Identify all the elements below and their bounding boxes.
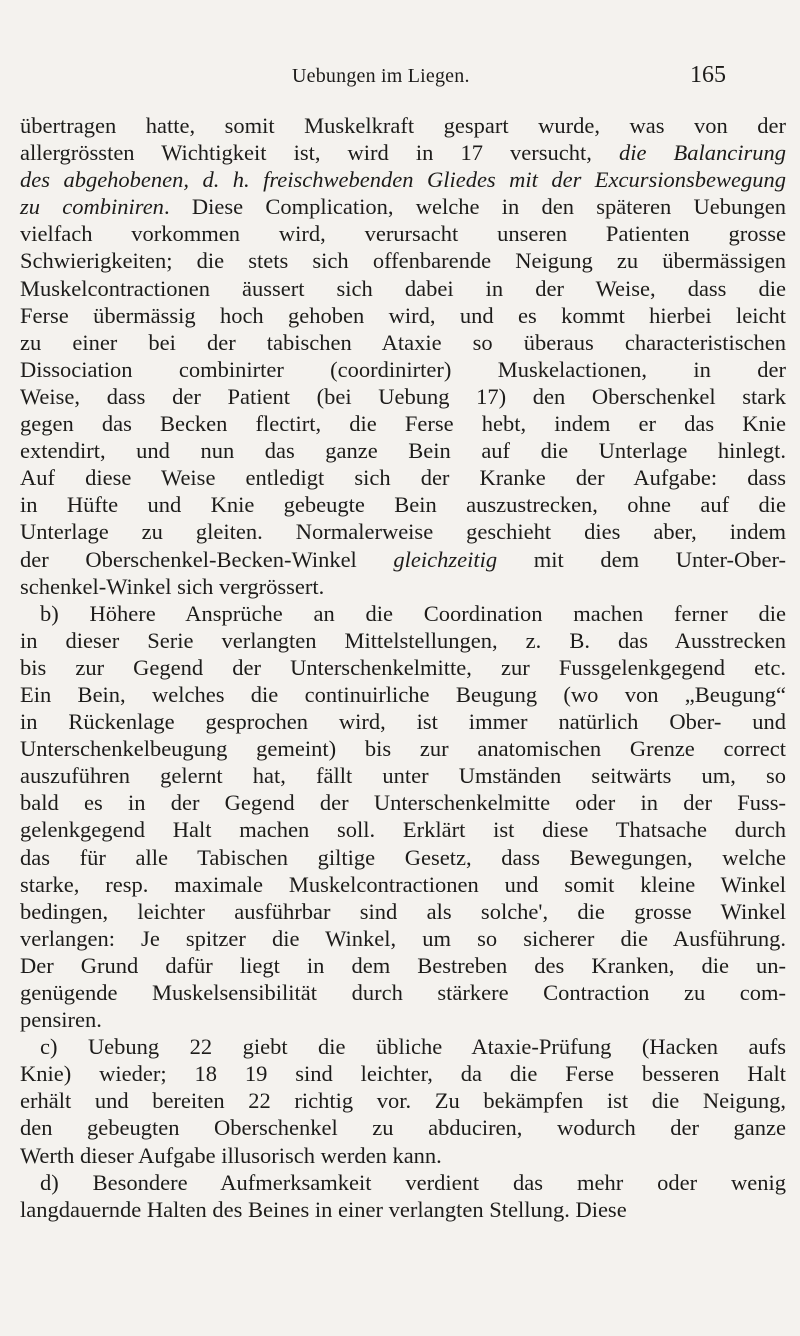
text-line: b) Höhere Ansprüche an die Coordination machen ferner die	[40, 600, 786, 626]
text-line: Weise, dass der Patient (bei Uebung 17) den Oberschenkel stark	[20, 383, 786, 409]
text-line: Unterschenkelbeugung gemeint) bis zur anatomischen Grenze correct	[20, 736, 786, 762]
text-line: bald es in der Gegend der Unterschenkelmitte oder in der Fuss-	[20, 790, 786, 816]
text-line: Muskelcontractionen äussert sich dabei in der Weise, dass die	[20, 275, 786, 301]
text-line: c) Uebung 22 giebt die übliche Ataxie-Prüfung (Hacken aufs	[40, 1034, 786, 1060]
text-line: verlangen: Je spitzer die Winkel, um so sicherer die Ausführung.	[20, 925, 786, 951]
text-line: bis zur Gegend der Unterschenkelmitte, zur Fussgelenkgegend etc.	[20, 654, 786, 680]
text-line: Der Grund dafür liegt in dem Bestreben des Kranken, die un-	[20, 952, 786, 978]
text-line: in Hüfte und Knie gebeugte Bein auszustrecken, ohne auf die	[20, 492, 786, 518]
text-line: d) Besondere Aufmerksamkeit verdient das mehr oder wenig	[40, 1169, 786, 1195]
text-line: Auf diese Weise entledigt sich der Kranke der Aufgabe: dass	[20, 465, 786, 491]
text-line: der Oberschenkel-Becken-Winkel gleichzeitig mit dem Unter-Ober-	[20, 546, 786, 572]
text-line: starke, resp. maximale Muskelcontractionen und somit kleine Winkel	[20, 871, 786, 897]
text-line: langdauernde Halten des Beines in einer verlangten Stellung. Diese	[20, 1196, 627, 1222]
text-line: gegen das Becken flectirt, die Ferse hebt, indem er das Knie	[20, 411, 786, 437]
text-line: den gebeugten Oberschenkel zu abduciren, wodurch der ganze	[20, 1115, 786, 1141]
text-line: bedingen, leichter ausführbar sind als solche', die grosse Winkel	[20, 898, 786, 924]
text-line: Dissociation combinirter (coordinirter) Muskelactionen, in der	[20, 356, 786, 382]
page-number: 165	[690, 62, 726, 88]
body-text	[20, 112, 786, 1223]
text-line: Knie) wieder; 18 19 sind leichter, da die Ferse besseren Halt	[20, 1061, 786, 1087]
text-line: genügende Muskelsensibilität durch stärkere Contraction zu com-	[20, 980, 786, 1005]
text-line: übertragen hatte, somit Muskelkraft gespart wurde, was von der	[20, 113, 786, 138]
running-title: Uebungen im Liegen.	[292, 65, 470, 87]
text-line: zu combiniren. Diese Complication, welche in den späteren Uebungen	[20, 194, 786, 220]
page-header	[0, 58, 800, 98]
text-line: vielfach vorkommen wird, verursacht unseren Patienten grosse	[20, 221, 786, 247]
text-line: erhält und bereiten 22 richtig vor. Zu bekämpfen ist die Neigung,	[20, 1088, 786, 1114]
text-line: Schwierigkeiten; die stets sich offenbarende Neigung zu übermässigen	[20, 248, 786, 274]
text-line: in dieser Serie verlangten Mittelstellungen, z. B. das Ausstrecken	[20, 627, 786, 653]
text-line: Ferse übermässig hoch gehoben wird, und es kommt hierbei leicht	[20, 302, 786, 328]
text-line: auszuführen gelernt hat, fällt unter Umständen seitwärts um, so	[20, 763, 786, 789]
text-line: zu einer bei der tabischen Ataxie so überaus characteristischen	[20, 329, 786, 355]
text-line: Ein Bein, welches die continuirliche Beugung (wo von „Beugung“	[20, 681, 786, 707]
text-line: pensiren.	[20, 1007, 102, 1033]
text-line: gelenkgegend Halt machen soll. Erklärt ist diese Thatsache durch	[20, 817, 786, 843]
text-line: extendirt, und nun das ganze Bein auf die Unterlage hinlegt.	[20, 438, 786, 464]
text-line: das für alle Tabischen giltige Gesetz, dass Bewegungen, welche	[20, 844, 786, 870]
text-line: allergrössten Wichtigkeit ist, wird in 17 versucht, die Balancirung	[20, 140, 786, 166]
text-line: in Rückenlage gesprochen wird, ist immer natürlich Ober- und	[20, 709, 786, 735]
text-line: schenkel-Winkel sich vergrössert.	[20, 573, 325, 599]
text-line: des abgehobenen, d. h. freischwebenden Gliedes mit der Excursionsbewegung	[20, 167, 786, 193]
text-line: Unterlage zu gleiten. Normalerweise geschieht dies aber, indem	[20, 519, 786, 545]
text-line: Werth dieser Aufgabe illusorisch werden kann.	[20, 1142, 442, 1168]
